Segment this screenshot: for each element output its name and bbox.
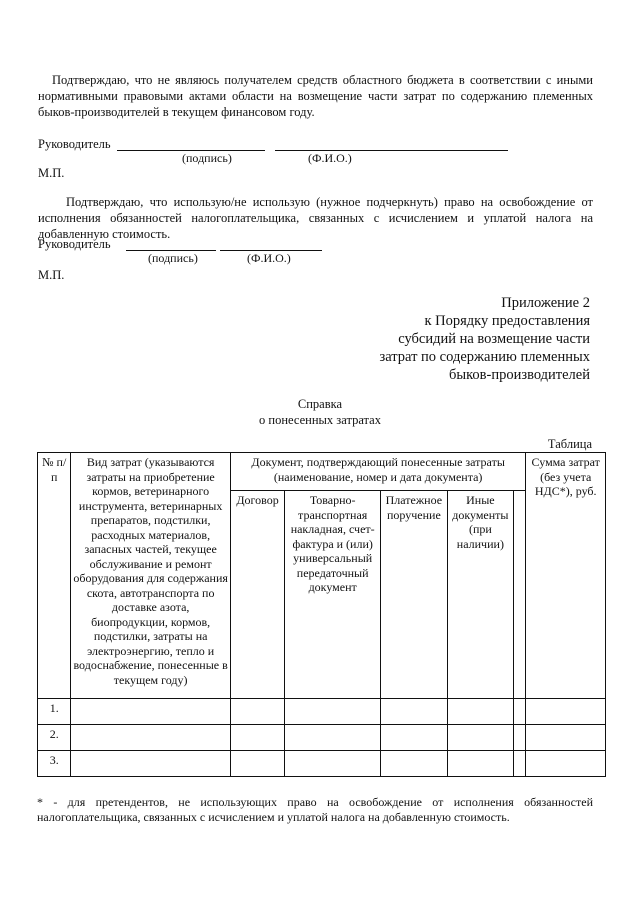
table-row — [38, 725, 606, 751]
appendix-heading — [379, 294, 590, 384]
title-line-1: Справка — [297, 397, 343, 411]
seal-label-1: М.П. — [38, 166, 65, 180]
appendix-line-2: к Порядку предоставления — [424, 313, 590, 329]
header-waybill: Товарно-транспортная накладная, счет-фактура и (или) универсальный передаточный документ — [285, 491, 381, 699]
signature-label-1: Руководитель — [38, 137, 111, 151]
header-number: № п/п — [38, 453, 71, 699]
signature-caption-2: (подпись) — [148, 251, 198, 265]
appendix-line-4: затрат по содержанию племенных — [379, 349, 590, 365]
header-document-group: Документ, подтверждающий понесенные затраты (наименование, номер и дата документа) — [230, 453, 526, 491]
row-number: 1. — [38, 699, 71, 725]
confirmation-paragraph-2: Подтверждаю, что использую/не использую (нужное подчеркнуть) право на освобождение от исполнения обязанностей налогоплательщика, связанных с исчислением и уплатой налога на добавленную стоимость. — [38, 195, 593, 241]
document-title — [0, 396, 640, 428]
confirmation-paragraph-1: Подтверждаю, что не являюсь получателем средств областного бюджета в соответствии с иными нормативными правовыми актами области на возмещение части затрат по содержанию племенных быков-производителей в текущем финансовом году. — [38, 73, 593, 119]
name-caption-1: (Ф.И.О.) — [308, 151, 352, 165]
header-empty-cell — [514, 491, 526, 699]
header-cost-type: Вид затрат (указываются затраты на приобретение кормов, ветеринарного инструмента, ветеринарных препаратов, подстилки, расходных материалов, запасных частей, текущее обслуживание и ремонт оборудования для содержания скота, автотранспорта по доставке азота, биопродукции, кормов, подстилки, затраты на электроэнергию, тепло и водоснабжение, понесенные в текущем году) — [71, 453, 231, 699]
signature-label-2: Руководитель — [38, 237, 111, 251]
row-number: 3. — [38, 751, 71, 777]
appendix-line-5: быков-производителей — [448, 367, 590, 383]
table-label: Таблица — [547, 437, 592, 451]
seal-label-2: М.П. — [38, 268, 65, 282]
row-number: 2. — [38, 725, 71, 751]
table-row — [38, 751, 606, 777]
signature-caption-1: (подпись) — [182, 151, 232, 165]
table-row — [38, 699, 606, 725]
name-caption-2: (Ф.И.О.) — [247, 251, 291, 265]
appendix-line-1: Приложение 2 — [501, 295, 590, 311]
footnote: * - для претендентов, не использующих право на освобождение от исполнения обязанностей налогоплательщика, связанных с исчислением и уплатой налога на добавленную стоимость. — [37, 795, 593, 824]
header-sum: Сумма затрат (без учета НДС*), руб. — [526, 453, 606, 699]
appendix-line-3: субсидий на возмещение части — [398, 331, 590, 347]
title-line-2: о понесенных затратах — [259, 413, 381, 427]
costs-table — [37, 452, 606, 777]
header-contract: Договор — [230, 491, 284, 699]
header-other-docs: Иные документы (при наличии) — [447, 491, 514, 699]
header-payment-order: Платежное поручение — [381, 491, 448, 699]
